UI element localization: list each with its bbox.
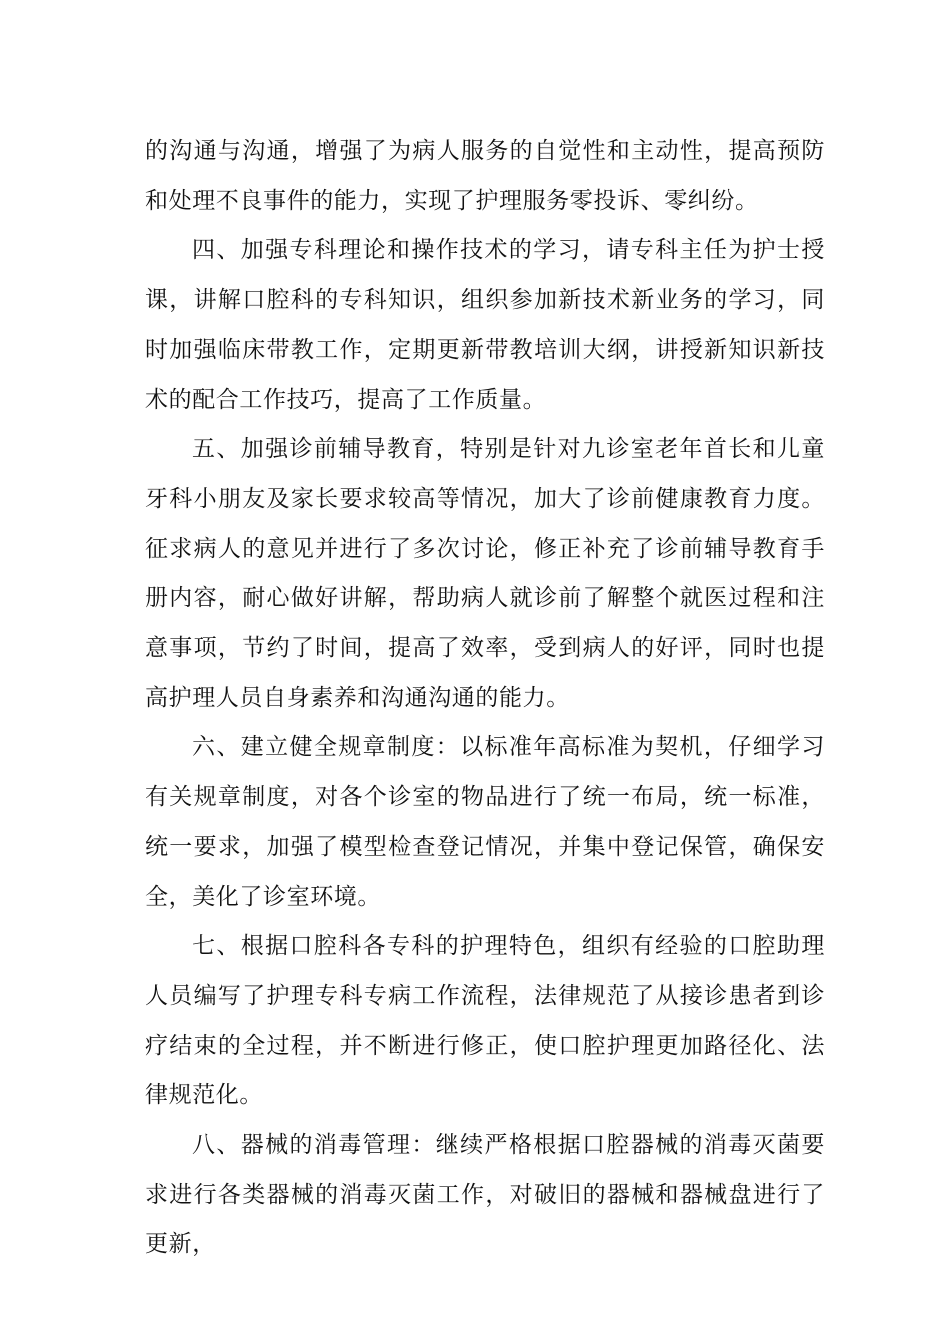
- paragraph-item-4: 四、加强专科理论和操作技术的学习，请专科主任为护士授课，讲解口腔科的专科知识，组织参加新技术新业务的学习，同时加强临床带教工作，定期更新带教培训大纲，讲授新知识新技术的配合工作技巧，提高了工作质量。: [145, 237, 825, 413]
- paragraph-item-8: 八、器械的消毒管理：继续严格根据口腔器械的消毒灭菌要求进行各类器械的消毒灭菌工作，对破旧的器械和器械盘进行了更新，: [145, 1132, 825, 1258]
- paragraph-continuation: 的沟通与沟通，增强了为病人服务的自觉性和主动性，提高预防和处理不良事件的能力，实现了护理服务零投诉、零纠纷。: [145, 138, 825, 214]
- paragraph-item-5: 五、加强诊前辅导教育，特别是针对九诊室老年首长和儿童牙科小朋友及家长要求较高等情况，加大了诊前健康教育力度。征求病人的意见并进行了多次讨论，修正补充了诊前辅导教育手册内容，耐心做好讲解，帮助病人就诊前了解整个就医过程和注意事项，节约了时间，提高了效率，受到病人的好评，同时也提高护理人员自身素养和沟通沟通的能力。: [145, 436, 825, 711]
- paragraph-item-6: 六、建立健全规章制度：以标准年高标准为契机，仔细学习有关规章制度，对各个诊室的物品进行了统一布局，统一标准，统一要求，加强了模型检查登记情况，并集中登记保管，确保安全，美化了诊室环境。: [145, 734, 825, 910]
- paragraph-item-7: 七、根据口腔科各专科的护理特色，组织有经验的口腔助理人员编写了护理专科专病工作流程，法律规范了从接诊患者到诊疗结束的全过程，并不断进行修正，使口腔护理更加路径化、法律规范化。: [145, 933, 825, 1109]
- document-body: [145, 127, 825, 1270]
